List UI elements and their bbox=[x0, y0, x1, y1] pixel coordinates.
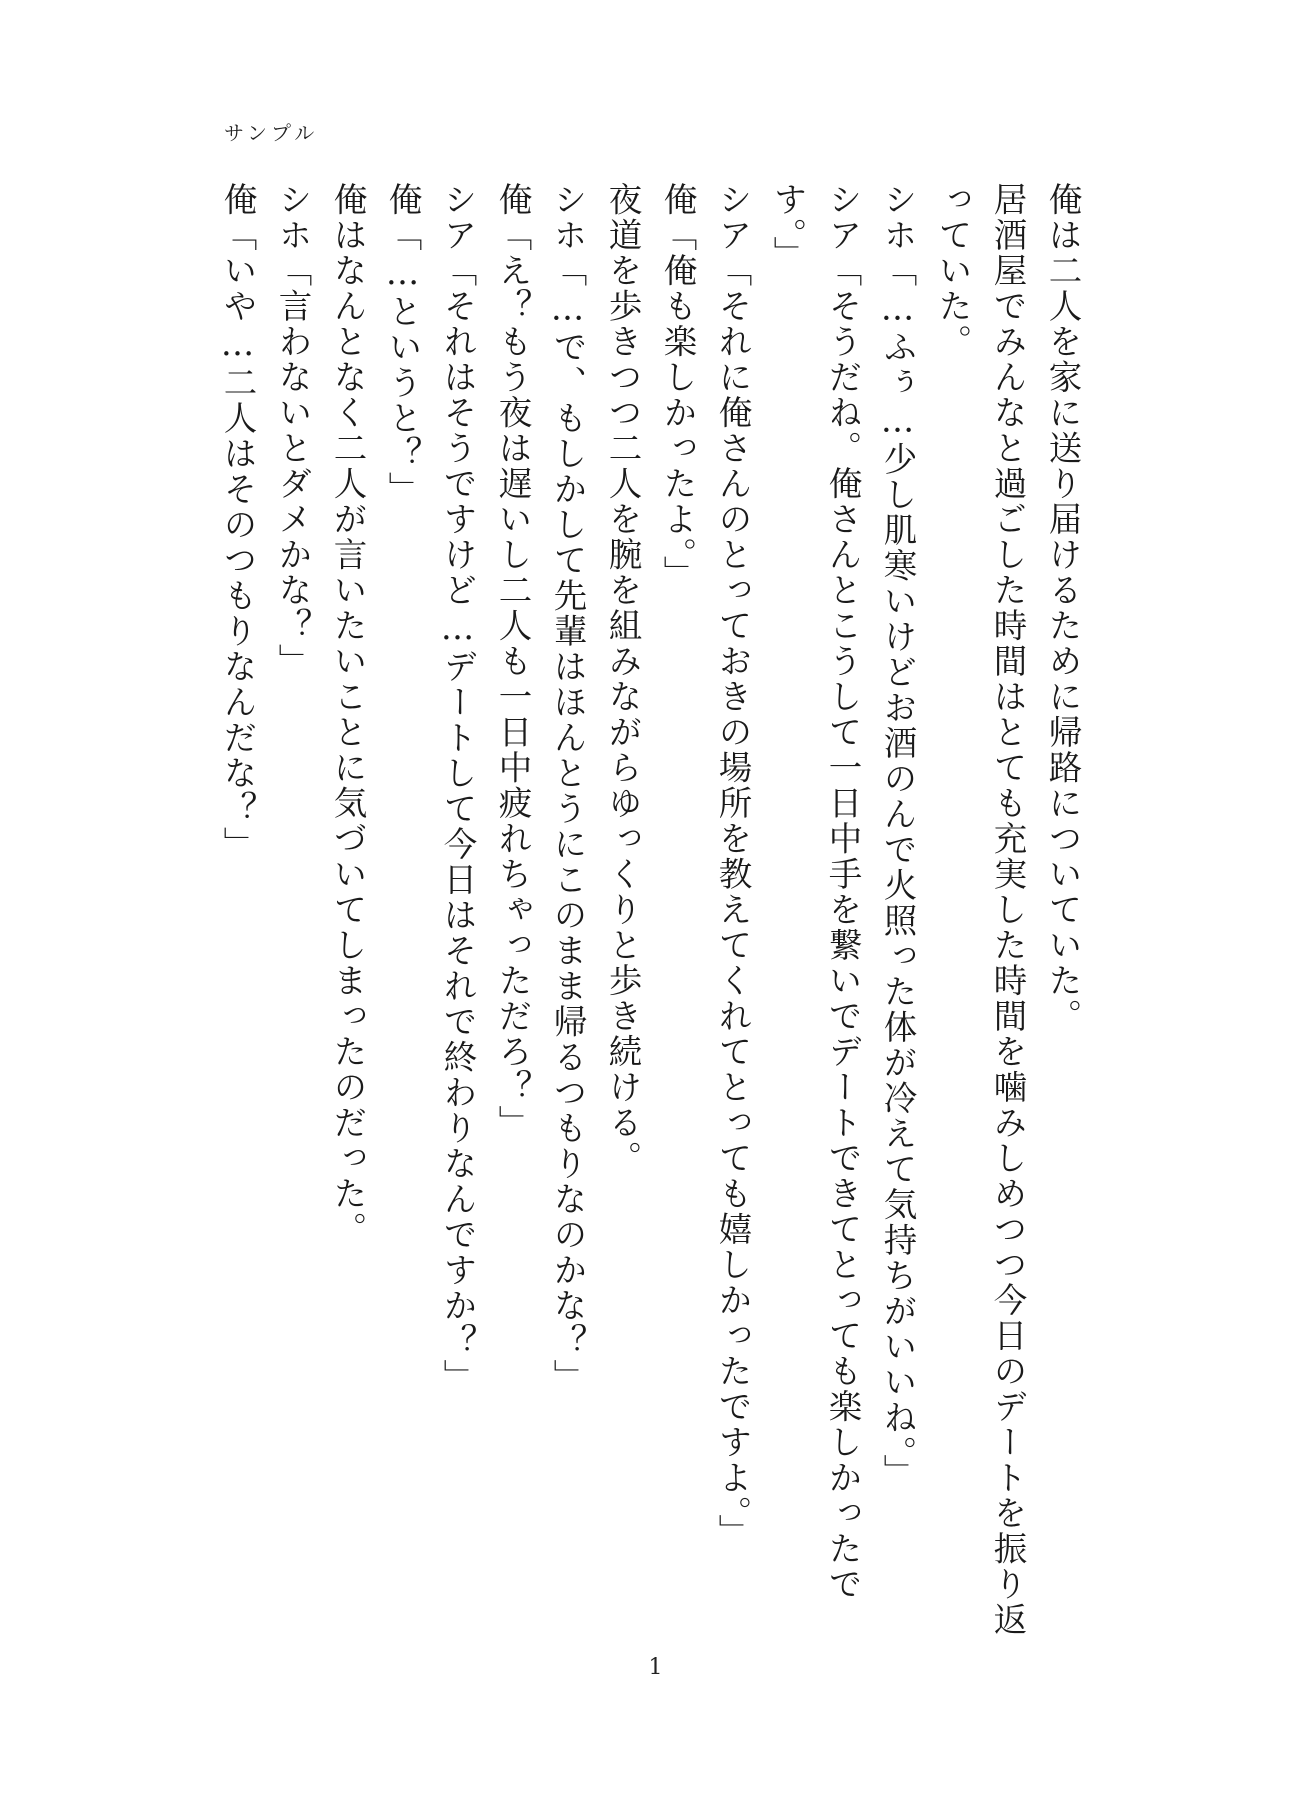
text-paragraph: 俺「俺も楽しかったよ。」 bbox=[658, 182, 697, 592]
document-header: サンプル bbox=[224, 121, 319, 145]
text-paragraph: シホ「…で、もしかして先輩はほんとうにこのまま帰るつもりなのかな？」 bbox=[548, 182, 587, 1395]
text-paragraph: 俺は二人を家に送り届けるために帰路についていた。 bbox=[1043, 182, 1082, 1034]
text-paragraph: シホ「…ふぅ…少し肌寒いけどお酒のんで火照った体が冷えて気持ちがいいね。」 bbox=[878, 182, 917, 1490]
text-paragraph: シア「それはそうですけど…デートして今日はそれで終わりなんですか？」 bbox=[438, 182, 477, 1395]
text-paragraph: 俺「…というと？」 bbox=[383, 182, 422, 507]
text-paragraph: 俺はなんとなく二人が言いたいことに気づいてしまったのだった。 bbox=[328, 182, 367, 1247]
page-number: 1 bbox=[648, 1655, 663, 1680]
text-paragraph: シホ「言わないとダメかな？」 bbox=[273, 182, 312, 679]
text-paragraph: 俺「いや…二人はそのつもりなんだな？」 bbox=[218, 182, 257, 862]
text-paragraph: シア「そうだね。俺さんとこうして一日中手を繋いでデートできてとっても楽しかったです。」 bbox=[768, 182, 862, 1602]
text-paragraph: 夜道を歩きつつ二人を腕を組みながらゆっくりと歩き続ける。 bbox=[603, 182, 642, 1176]
text-paragraph: 俺「え？もう夜は遅いし二人も一日中疲れちゃっただろ？」 bbox=[493, 182, 532, 1141]
text-paragraph: 居酒屋でみんなと過ごした時間はとても充実した時間を噛みしめつつ今日のデートを振り返っていた。 bbox=[933, 182, 1027, 1638]
text-paragraph: シア「それに俺さんのとっておきの場所を教えてくれてとっても嬉しかったですよ。」 bbox=[713, 182, 752, 1550]
vertical-text-body bbox=[210, 182, 1090, 1662]
